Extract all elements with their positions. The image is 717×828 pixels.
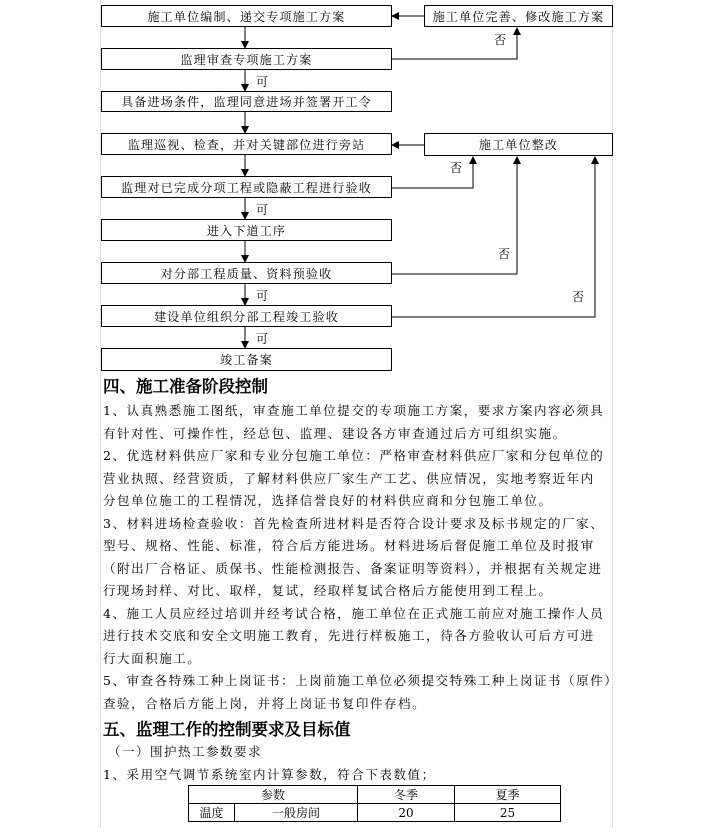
paragraph-line: 有针对性、可操作性，经总包、监理、建设各方审查通过后方可组织实施。 [103,426,567,441]
flow-step-next-process: 进入下道工序 [101,219,392,241]
label-yes: 可 [256,75,270,89]
flow-step-completion-acceptance: 建设单位组织分部工程竣工验收 [101,305,392,327]
flow-step-start-order: 具备进场条件，监理同意进场并签署开工令 [101,91,392,112]
paragraph-line: 行大面积施工。 [103,651,202,666]
flow-step-filing: 竣工备案 [101,348,392,371]
flow-step-submit-plan: 施工单位编制、递交专项施工方案 [101,5,392,27]
paragraph-line: 分包单位施工的工程情况，选择信誉良好的材料供应商和分包施工单位。 [103,493,553,508]
table-row [189,804,561,822]
flow-side-rectify: 施工单位整改 [424,133,613,156]
flow-side-revise-plan: 施工单位完善、修改施工方案 [424,5,613,27]
paragraph-line: 2、优选材料供应厂家和专业分包施工单位：严格审查材料供应厂家和分包单位的 [103,448,605,463]
paragraph-line: 5、审查各特殊工种上岗证书：上岗前施工单位必须提交特殊工种上岗证书（原件） [103,673,619,688]
paragraph-line: 查验，合格后方能上岗，并将上岗证书复印件存档。 [103,696,427,711]
label-yes: 可 [256,332,270,346]
paragraph-line: 4、施工人员应经过培训并经考试合格，施工单位在正式施工前应对施工操作人员 [103,606,605,621]
paragraph-line: 行现场封样、对比、取样，复试，经取样复试合格后方能使用到工程上。 [103,583,553,598]
label-yes: 可 [256,203,270,217]
label-yes: 可 [256,289,270,303]
paragraph-line: 营业执照、经营资质，了解材料供应厂家生产工艺、供应情况，实地考察近年内 [103,471,595,486]
paragraph-line: 3、材料进场检查验收：首先检查所进材料是否符合设计要求及标书规定的厂家、 [103,516,605,531]
table-cell: 25 [455,804,561,822]
paragraph-line: （附出厂合格证、质保书、性能检测报告、备案证明等资料），并根据有关规定进 [103,561,603,576]
flow-step-inspection: 监理巡视、检查，并对关键部位进行旁站 [101,133,392,155]
table-cell: 20 [358,804,455,822]
paragraph-line: 1、认真熟悉施工图纸，审查施工单位提交的专项施工方案，要求方案内容必须具 [103,403,605,418]
section-5-line: 1、采用空气调节系统室内计算参数，符合下表数值； [103,767,436,782]
label-no: 否 [572,290,586,304]
flow-step-acceptance: 监理对已完成分项工程或隐蔽工程进行验收 [101,176,392,198]
table-header-param: 参数 [189,786,358,804]
flow-step-review-plan: 监理审查专项施工方案 [101,48,392,70]
table-cell: 一般房间 [235,804,358,822]
table-cell: 温度 [189,804,235,822]
parameter-table [188,785,561,822]
table-header-summer: 夏季 [455,786,561,804]
label-no: 否 [498,247,512,261]
paragraph-line: 进行技术交底和安全文明施工教育，先进行样板施工，待各方验收认可后方可进 [103,628,595,643]
section-5-heading: 五、监理工作的控制要求及目标值 [103,720,351,739]
section-4-heading: 四、施工准备阶段控制 [103,377,268,396]
label-no: 否 [450,161,464,175]
table-header-row [189,786,561,804]
label-no: 否 [494,33,508,47]
section-5-subheading: （一）围护热工参数要求 [108,744,263,759]
flow-step-pre-acceptance: 对分部工程质量、资料预验收 [101,262,392,284]
table-header-winter: 冬季 [358,786,455,804]
paragraph-line: 型号、规格、性能、标准，符合后方能进场。材料进场后督促施工单位及时报审 [103,538,595,553]
